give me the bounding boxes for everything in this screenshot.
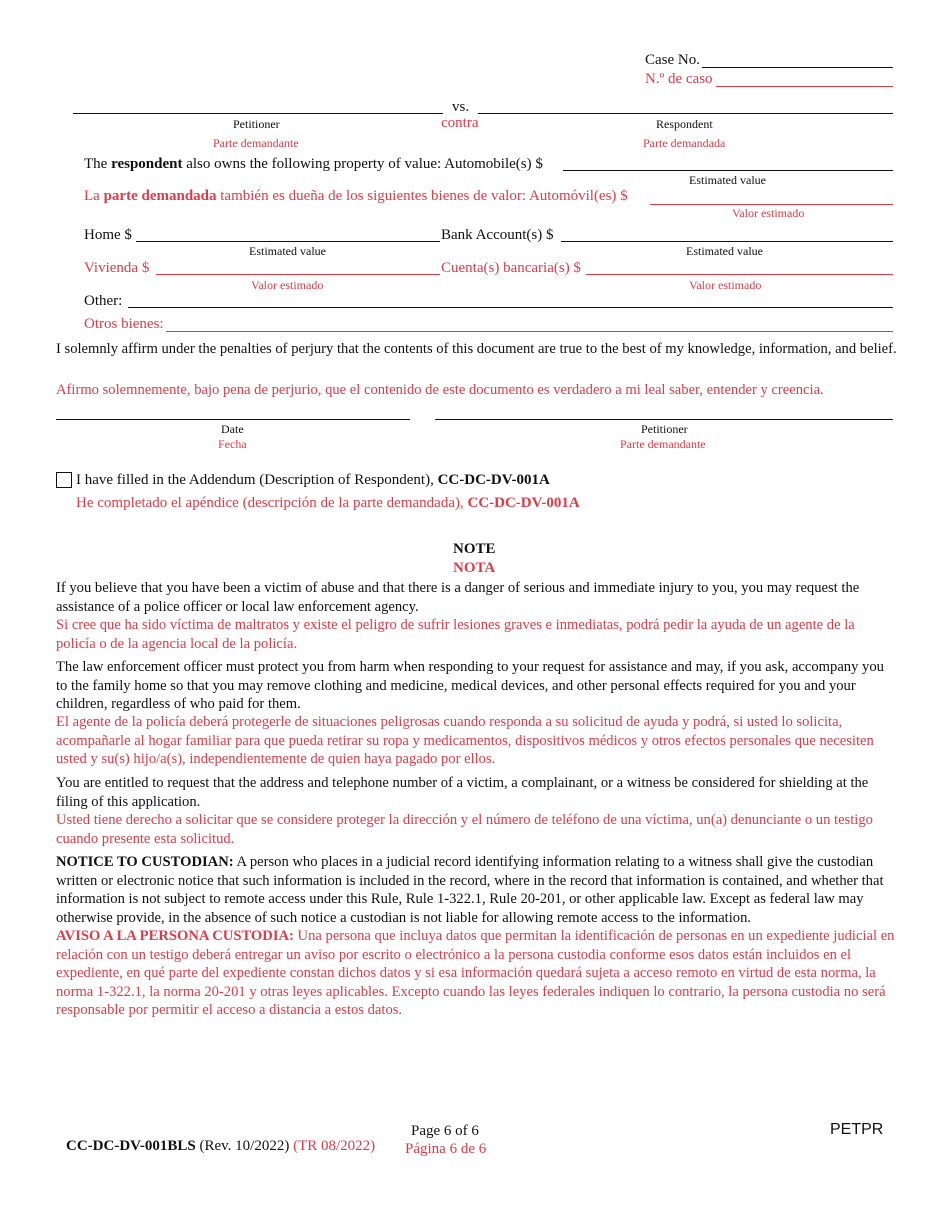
other-label: Other: — [84, 293, 123, 309]
note-paragraph-1: If you believe that you have been a victim of abuse and that there is a danger of serious and immediate injury to you, you may request the assistance of a police officer or local law enforcement agency. — [56, 580, 860, 615]
note-paragraph-3-es: Usted tiene derecho a solicitar que se considere proteger la dirección y el número de teléfono de una víctima, un(a) denunciante o un testigo cuando presente esta solicitud. — [56, 812, 873, 847]
bank-label-es: Cuenta(s) bancaria(s) $ — [441, 260, 581, 276]
date-caption: Date — [221, 422, 244, 436]
page-number-es: Página 6 de 6 — [405, 1141, 487, 1157]
petitioner-caption-es: Parte demandante — [213, 136, 299, 150]
home-label: Home $ — [84, 227, 132, 243]
home-estimated-caption: Estimated value — [249, 244, 326, 258]
note-paragraph-2-es: El agente de la policía deberá protegerle de situaciones peligrosas cuando responda a su solicitud de ayuda y podrá, si usted lo solicita, acompañarle al hogar familiar para que pueda retirar su ropa y medicamentos, dispositivos médicos y otros efectos personales que necesiten usted y su(s) hijo/a(s), independientemente de quien haya pagado por ellos. — [56, 714, 874, 767]
home-estimated-caption-es: Valor estimado — [251, 278, 324, 292]
case-no-field-es — [716, 86, 893, 87]
form-code: CC-DC-DV-001BLS (Rev. 10/2022) (TR 08/2022) — [66, 1138, 376, 1154]
contra-label: contra — [441, 115, 479, 131]
bank-estimated-caption: Estimated value — [686, 244, 763, 258]
petitioner-signature-field[interactable] — [435, 419, 893, 420]
addendum-text: I have filled in the Addendum (Description of Respondent), CC-DC-DV-001A — [76, 472, 550, 488]
addendum-checkbox[interactable] — [56, 472, 72, 488]
note-paragraph-3: You are entitled to request that the address and telephone number of a victim, a complainant, or a witness be considered for shielding at the filing of this application. — [56, 775, 869, 810]
automobile-value-field[interactable] — [563, 170, 893, 171]
page-number: Page 6 of 6 — [411, 1123, 479, 1139]
bank-value-field-es — [586, 274, 893, 275]
affirmation-text-es: Afirmo solemnemente, bajo pena de perjurio, que el contenido de este documento es verdadero a mi leal saber, entender y creencia. — [56, 382, 824, 398]
petitioner-caption: Petitioner — [233, 117, 280, 131]
respondent-caption: Respondent — [656, 117, 713, 131]
petitioner-name-field[interactable] — [73, 113, 443, 114]
custodian-notice: NOTICE TO CUSTODIAN: A person who places in a judicial record identifying information relating to a witness shall give the custodian written or electronic notice that such information is included in the record, where in the record that information is contained, and whether that information is not subject to remote access under this Rule, Rule 1-322.1, Rule 20-201, or other applicable law. Except as federal law may otherwise provide, in the absence of such notice a custodian is not liable for allowing remote access to the information. — [56, 854, 884, 926]
home-label-es: Vivienda $ — [84, 260, 150, 276]
addendum-text-es: He completado el apéndice (descripción de la parte demandada), CC-DC-DV-001A — [76, 495, 580, 511]
bank-label: Bank Account(s) $ — [441, 227, 554, 243]
vs-label: vs. — [452, 99, 470, 115]
note-title: NOTE — [453, 541, 496, 557]
property-intro-es: La parte demandada también es dueña de los siguientes bienes de valor: Automóvil(es) $ — [84, 188, 628, 204]
home-value-field[interactable] — [136, 241, 440, 242]
other-value-field-es — [166, 331, 893, 332]
custodian-notice-es: AVISO A LA PERSONA CUSTODIA: Una persona que incluya datos que permitan la identificación de personas en un expediente judicial en relación con un testigo deberá entregar un aviso por escrito o electrónico a la persona custodia conforme esos datos están incluidos en el expediente, en qué parte del expediente constan dichos datos y si esa información quedará sujeta a acceso remoto en virtud de esta norma, la norma 1-322.1, la norma 20-201 y otras leyes aplicables. Excepto cuando las leyes federales indiquen lo contrario, la persona custodia no será responsable por permitir el acceso a distancia a estos datos. — [56, 928, 895, 1018]
note-paragraph-1-es: Si cree que ha sido víctima de maltratos y existe el peligro de sufrir lesiones graves e inmediatas, podrá pedir la ayuda de un agente de la policía o de la agencia local de la policía. — [56, 617, 855, 652]
automobile-estimated-caption-es: Valor estimado — [732, 206, 805, 220]
other-label-es: Otros bienes: — [84, 316, 164, 332]
home-value-field-es — [156, 274, 440, 275]
petitioner-signature-caption: Petitioner — [641, 422, 688, 436]
affirmation-text: I solemnly affirm under the penalties of perjury that the contents of this document are true to the best of my knowledge, information, and belief. — [56, 341, 897, 357]
note-paragraph-2: The law enforcement officer must protect you from harm when responding to your request for assistance and may, if you ask, accompany you to the family home so that you may remove clothing and medicine, medical devices, and other personal effects required for you and your children, regardless of who paid for them. — [56, 659, 884, 712]
date-caption-es: Fecha — [218, 437, 247, 451]
respondent-caption-es: Parte demandada — [643, 136, 726, 150]
property-intro: The respondent also owns the following property of value: Automobile(s) $ — [84, 156, 543, 172]
automobile-value-field-es — [650, 204, 893, 205]
automobile-estimated-caption: Estimated value — [689, 173, 766, 187]
bank-value-field[interactable] — [561, 241, 893, 242]
bank-estimated-caption-es: Valor estimado — [689, 278, 762, 292]
date-signature-field[interactable] — [56, 419, 410, 420]
other-value-field[interactable] — [128, 307, 893, 308]
form-tag: PETPR — [830, 1121, 884, 1138]
respondent-name-field[interactable] — [478, 113, 893, 114]
case-no-label: Case No. — [645, 52, 700, 68]
case-no-label-es: N.º de caso — [645, 71, 713, 87]
note-title-es: NOTA — [453, 560, 496, 576]
case-no-field[interactable] — [702, 67, 893, 68]
petitioner-signature-caption-es: Parte demandante — [620, 437, 706, 451]
